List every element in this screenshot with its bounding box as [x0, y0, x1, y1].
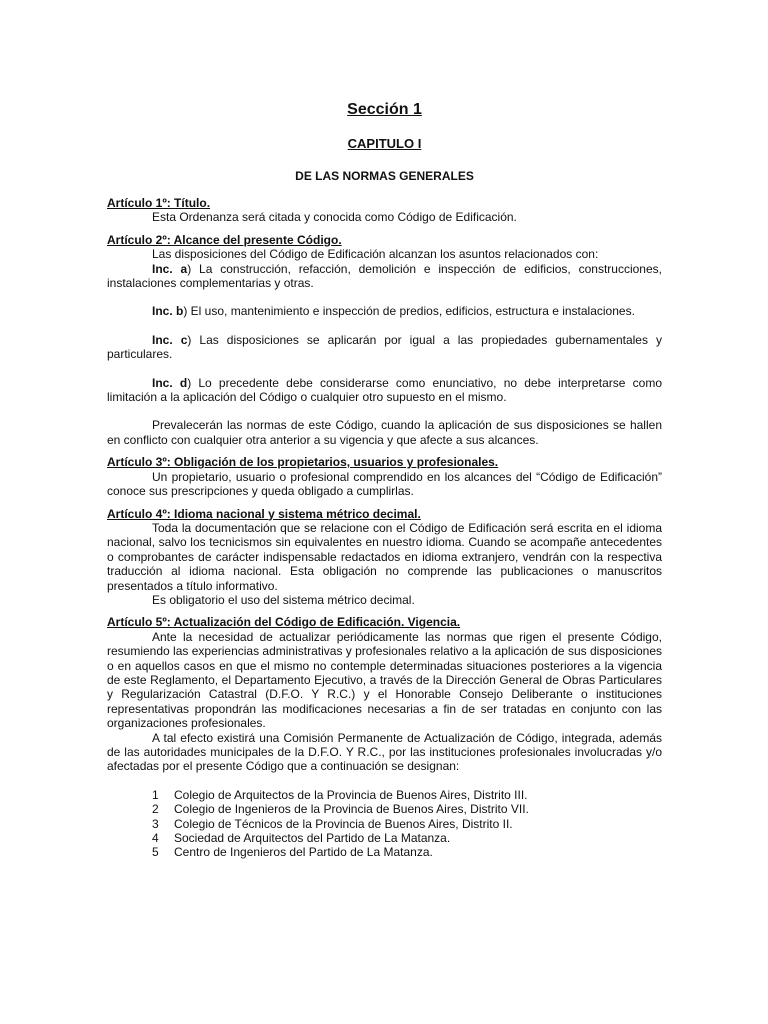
list-item: [107, 831, 662, 845]
list-item-number: 2: [152, 802, 159, 817]
list-item-number: 4: [152, 831, 159, 846]
spacer: [107, 774, 662, 788]
article-5-text-1: Ante la necesidad de actualizar periódicamente las normas que rigen el presente Código, resumiendo las experiencias administrativas y profesionales relativo a la aplicación de sus disposiciones o en aquellos casos en que el mismo no contemple determinadas situaciones posteriores a la vigencia de este Reglamento, el Departamento Ejecutivo, a través de la Dirección General de Obras Particulares y Regularización Catastral (D.F.O. Y R.C.) y el Honorable Consejo Deliberante o instituciones representativas propondrán las modificaciones necesarias a fin de ser tratadas en conjunto con las organizaciones profesionales.: [107, 629, 662, 731]
inc-c-label: Inc. c: [152, 332, 188, 347]
article-1: [107, 196, 662, 225]
list-item-number: 1: [152, 787, 159, 802]
article-5: [107, 615, 662, 860]
article-4-text-2: Es obligatorio el uso del sistema métrico decimal.: [152, 592, 415, 607]
inc-d-label: Inc. d: [152, 375, 188, 390]
list-item: [107, 802, 662, 816]
spacer: [107, 362, 662, 376]
spacer: [107, 290, 662, 304]
article-1-heading: Artículo 1º: Título.: [107, 196, 211, 210]
chapter-title: CAPITULO I: [347, 136, 422, 151]
inc-b-text: ) El uso, mantenimiento e inspección de predios, edificios, estructura e instalaciones.: [183, 304, 635, 319]
article-2-inc-a: [107, 262, 662, 291]
section-title: Sección 1: [347, 101, 422, 118]
article-4: [107, 507, 662, 608]
article-1-text: Esta Ordenanza será citada y conocida como Código de Edificación.: [152, 210, 517, 225]
article-2-inc-d: [107, 376, 662, 405]
article-2-inc-b: [107, 304, 662, 318]
inc-b-label: Inc. b: [152, 304, 184, 319]
article-3-text: Un propietario, usuario o profesional comprendido en los alcances del “Código de Edificación” conoce sus prescripciones y queda obligado a cumplirlas.: [107, 469, 662, 499]
spacer: [107, 404, 662, 418]
list-item-text: Colegio de Técnicos de la Provincia de Buenos Aires, Distrito II.: [174, 816, 513, 831]
article-2-closing: Prevalecerán las normas de este Código, cuando la aplicación de sus disposiciones se hallen en conflicto con cualquier otra anterior a su vigencia y que afecte a sus alcances.: [107, 418, 662, 447]
document-page: [107, 100, 662, 868]
list-item: [107, 817, 662, 831]
list-item-text: Sociedad de Arquitectos del Partido de La Matanza.: [174, 831, 451, 846]
inc-d-text: ) Lo precedente debe considerarse como enunciativo, no debe interpretarse como limitación a la aplicación del Código o cualquier otro supuesto en el mismo.: [107, 375, 663, 405]
article-3-heading: Artículo 3º: Obligación de los propietarios, usuarios y profesionales.: [107, 455, 499, 470]
list-item-text: Colegio de Ingenieros de la Provincia de Buenos Aires, Distrito VII.: [174, 802, 529, 817]
list-item: [107, 788, 662, 802]
list-item: [107, 845, 662, 859]
article-2-intro: Las disposiciones del Código de Edificación alcanzan los asuntos relacionados con:: [152, 247, 599, 262]
inc-a-text: ) La construcción, refacción, demolición e inspección de edificios, construcciones, instalaciones complementarias y otras.: [107, 261, 662, 291]
list-item-text: Colegio de Arquitectos de la Provincia de Buenos Aires, Distrito III.: [174, 787, 528, 802]
article-2-inc-c: [107, 333, 662, 362]
article-5-text-2: A tal efecto existirá una Comisión Permanente de Actualización de Código, integrada, además de las autoridades municipales de la D.F.O. Y R.C., por las instituciones profesionales involucradas y/o afectadas por el presente Código que a continuación se designan:: [107, 730, 662, 774]
institutions-list: [107, 788, 662, 860]
inc-c-text: ) Las disposiciones se aplicarán por igual a las propiedades gubernamentales y particulares.: [107, 332, 662, 362]
article-2-heading: Artículo 2º: Alcance del presente Código.: [107, 232, 342, 247]
inc-a-label: Inc. a: [152, 261, 188, 276]
list-item-text: Centro de Ingenieros del Partido de La Matanza.: [174, 845, 433, 860]
norms-title: DE LAS NORMAS GENERALES: [295, 169, 474, 183]
article-3: [107, 455, 662, 498]
article-2: [107, 233, 662, 447]
list-item-number: 3: [152, 816, 159, 831]
spacer: [107, 319, 662, 333]
article-4-text-1: Toda la documentación que se relacione con el Código de Edificación será escrita en el idioma nacional, salvo los tecnicismos sin equivalentes en nuestro idioma. Cuando se acompañe antecedentes o comprobantes de carácter indispensable redactados en idioma extranjero, vendrán con la respectiva traducción al idioma nacional. Esta obligación no comprende las publicaciones o manuscritos presentados a título informativo.: [107, 520, 662, 593]
article-4-heading: Artículo 4º: Idioma nacional y sistema métrico decimal.: [107, 506, 421, 521]
list-item-number: 5: [152, 845, 159, 860]
article-5-heading: Artículo 5º: Actualización del Código de Edificación. Vigencia.: [107, 615, 461, 630]
